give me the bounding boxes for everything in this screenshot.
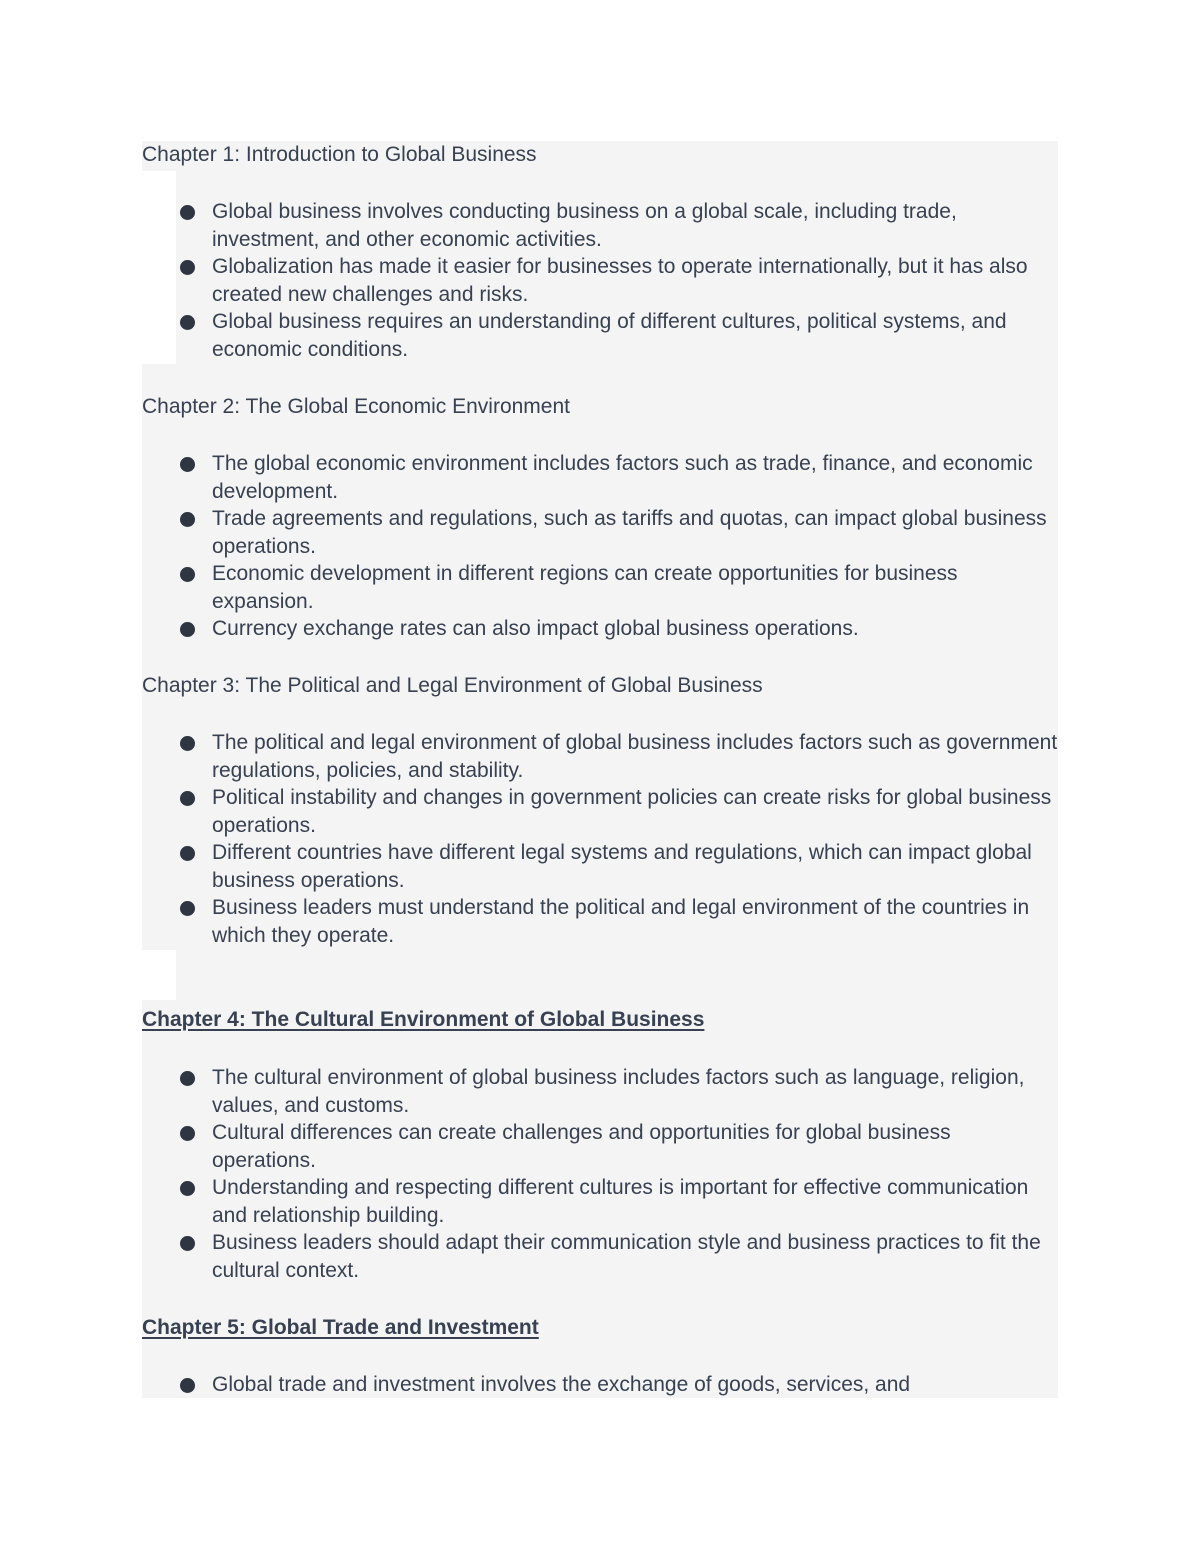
- chapter-4-bullets: [0, 1064, 1058, 1284]
- chapter-2-heading: Chapter 2: The Global Economic Environment: [142, 395, 570, 418]
- bullet-dot-icon: [180, 1126, 195, 1141]
- bullet-dot-icon: [180, 1071, 195, 1086]
- list-item: Globalization has made it easier for businesses to operate internationally, but it has also created new challenges and risks.: [0, 253, 1058, 308]
- list-item: The global economic environment includes factors such as trade, finance, and economic development.: [0, 450, 1058, 505]
- list-item: Different countries have different legal systems and regulations, which can impact global business operations.: [0, 839, 1058, 894]
- highlight-band: [176, 950, 1058, 1000]
- list-item: Global business involves conducting business on a global scale, including trade, investment, and other economic activities.: [0, 198, 1058, 253]
- bullet-dot-icon: [180, 1378, 195, 1393]
- chapter-4-heading: Chapter 4: The Cultural Environment of Global Business: [142, 1008, 705, 1031]
- bullet-dot-icon: [180, 622, 195, 637]
- list-item: Trade agreements and regulations, such as tariffs and quotas, can impact global business operations.: [0, 505, 1058, 560]
- chapter-5-bullets: [0, 1371, 1058, 1399]
- bullet-dot-icon: [180, 205, 195, 220]
- list-item: Global trade and investment involves the exchange of goods, services, and: [0, 1371, 1058, 1399]
- list-item: The cultural environment of global business includes factors such as language, religion, values, and customs.: [0, 1064, 1058, 1119]
- list-item: Business leaders must understand the political and legal environment of the countries in which they operate.: [0, 894, 1058, 949]
- list-item: Currency exchange rates can also impact global business operations.: [0, 615, 1058, 643]
- bullet-dot-icon: [180, 1181, 195, 1196]
- list-item: Understanding and respecting different cultures is important for effective communication and relationship building.: [0, 1174, 1058, 1229]
- bullet-dot-icon: [180, 736, 195, 751]
- list-item: Economic development in different regions can create opportunities for business expansion.: [0, 560, 1058, 615]
- list-item: Global business requires an understanding of different cultures, political systems, and economic conditions.: [0, 308, 1058, 363]
- chapter-1-heading: Chapter 1: Introduction to Global Business: [142, 143, 537, 166]
- list-item: Political instability and changes in government policies can create risks for global business operations.: [0, 784, 1058, 839]
- chapter-3-bullets: [0, 729, 1058, 949]
- list-item: Cultural differences can create challenges and opportunities for global business operations.: [0, 1119, 1058, 1174]
- bullet-dot-icon: [180, 260, 195, 275]
- bullet-dot-icon: [180, 1236, 195, 1251]
- bullet-dot-icon: [180, 846, 195, 861]
- bullet-dot-icon: [180, 567, 195, 582]
- list-item: Business leaders should adapt their communication style and business practices to fit the cultural context.: [0, 1229, 1058, 1284]
- bullet-dot-icon: [180, 315, 195, 330]
- list-item: The political and legal environment of global business includes factors such as government regulations, policies, and stability.: [0, 729, 1058, 784]
- chapter-1-bullets: [0, 198, 1058, 363]
- bullet-dot-icon: [180, 791, 195, 806]
- bullet-dot-icon: [180, 512, 195, 527]
- chapter-5-heading: Chapter 5: Global Trade and Investment: [142, 1316, 539, 1339]
- bullet-dot-icon: [180, 901, 195, 916]
- chapter-2-bullets: [0, 450, 1058, 643]
- bullet-dot-icon: [180, 457, 195, 472]
- chapter-3-heading: Chapter 3: The Political and Legal Environment of Global Business: [142, 674, 763, 697]
